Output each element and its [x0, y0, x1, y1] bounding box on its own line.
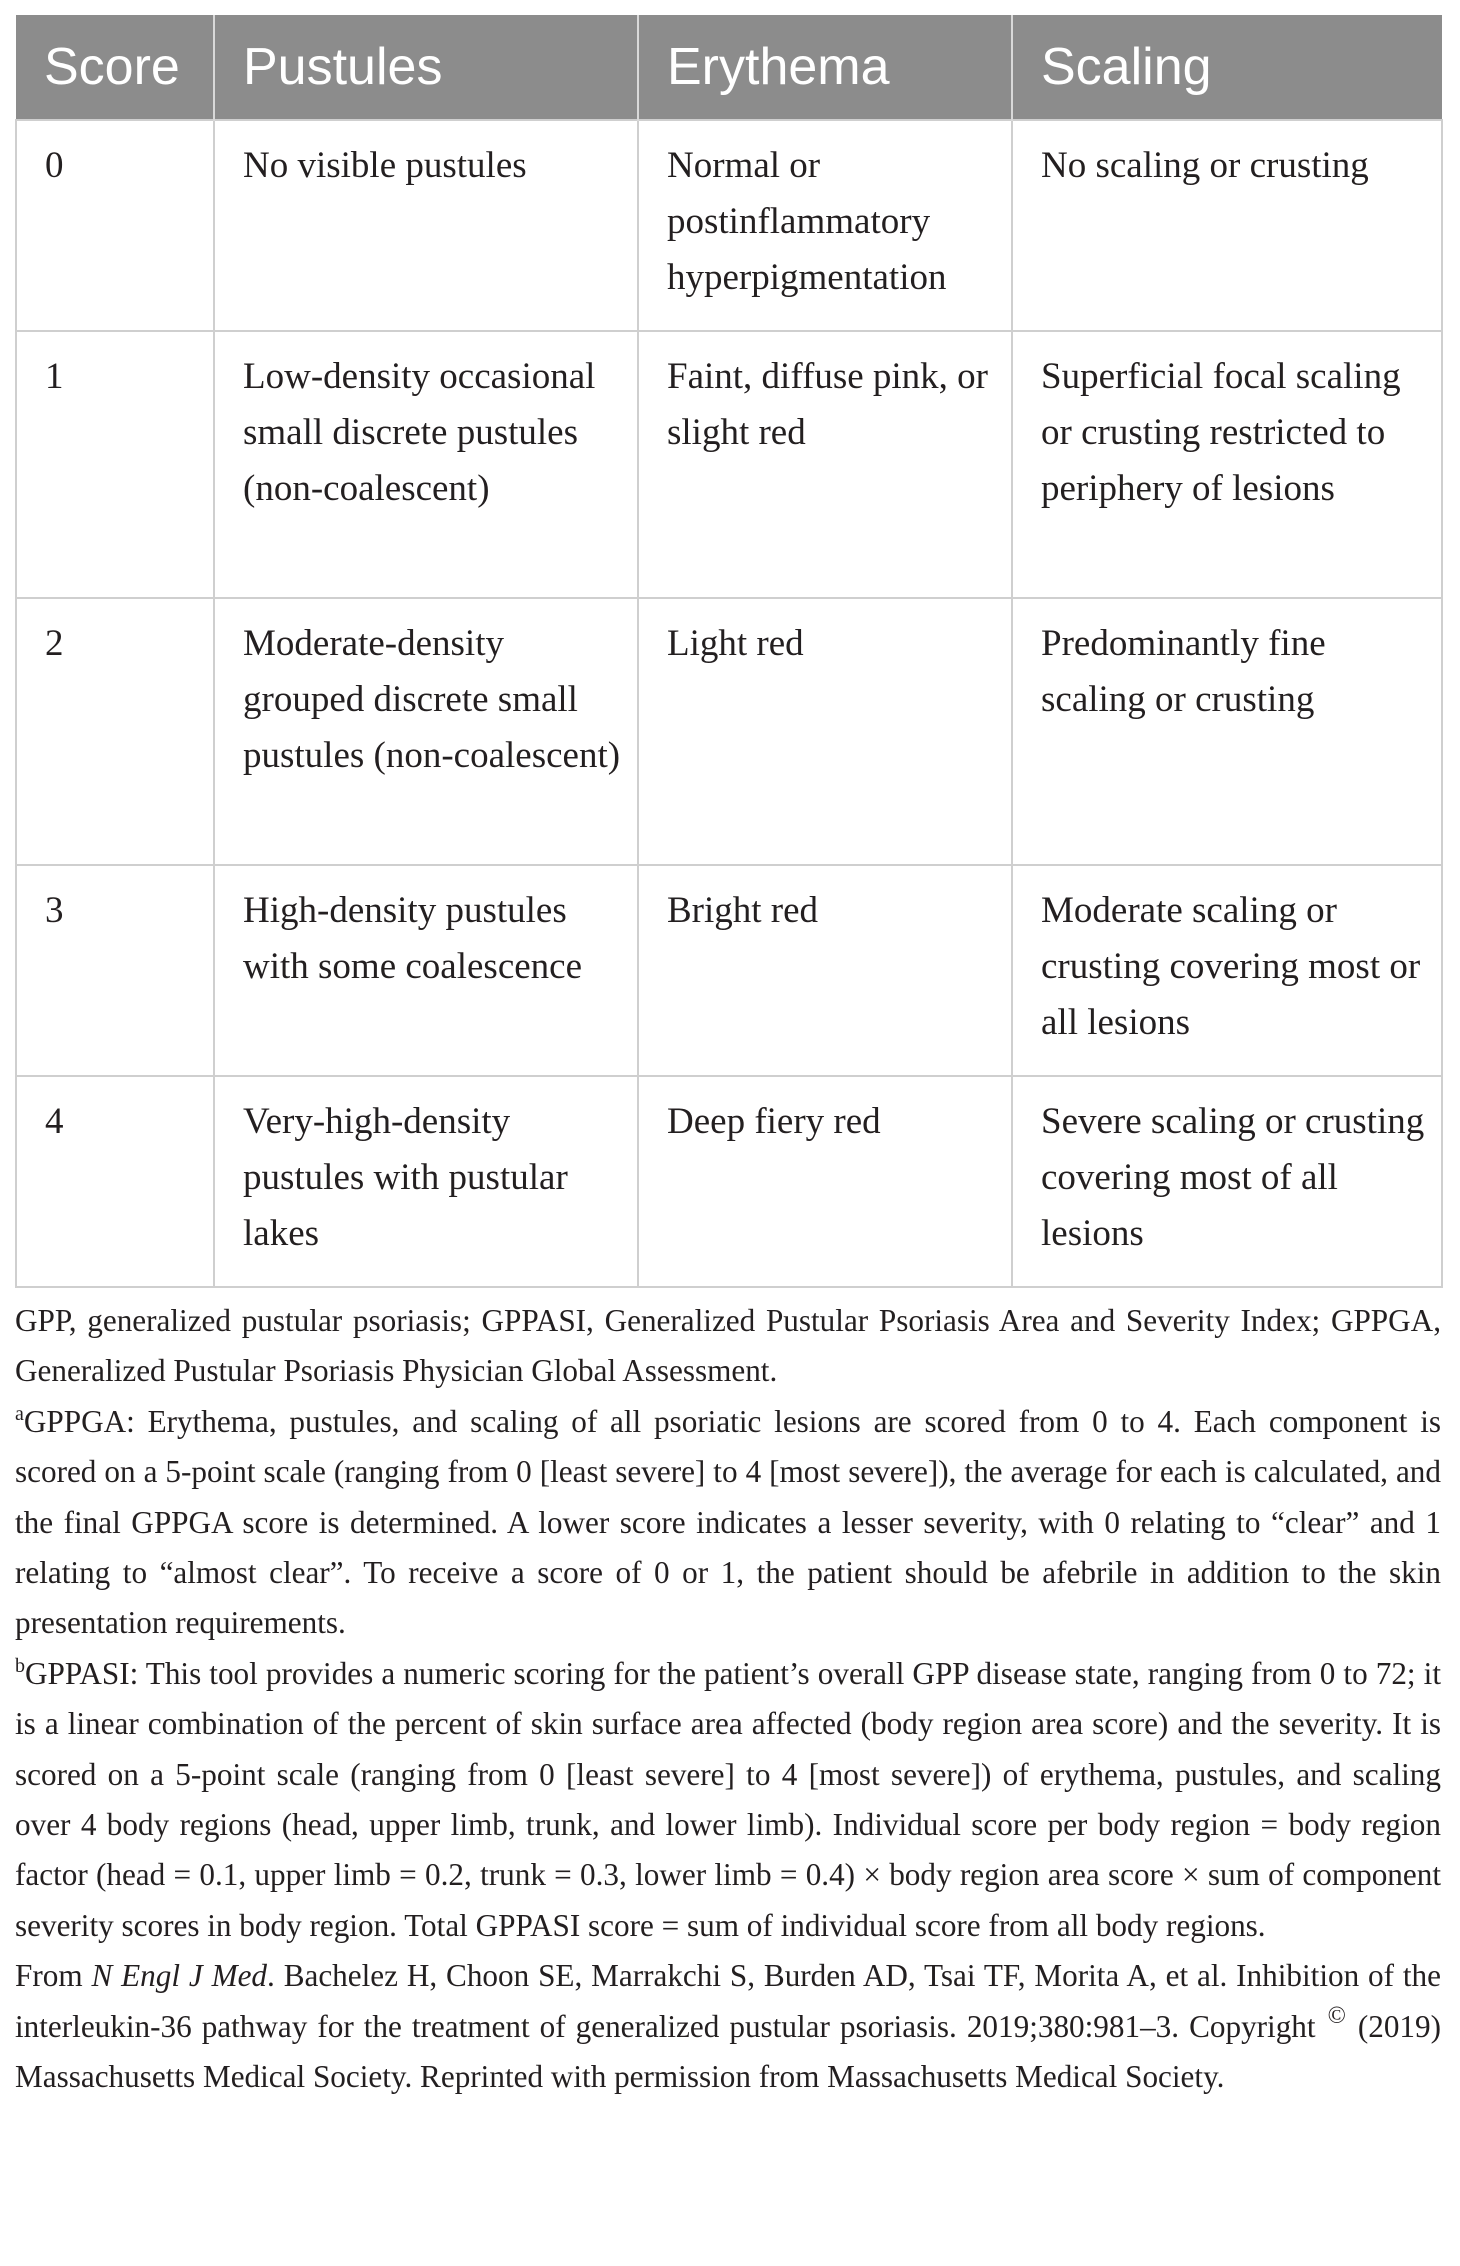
- cell-scaling: No scaling or crusting: [1012, 120, 1442, 331]
- table-row: [16, 598, 1442, 865]
- source-text: . Bachelez H, Choon SE, Marrakchi S, Burden AD, Tsai TF, Morita A, et al. Inhibition of the interleukin-36 pathway for the treatment of generalized pustular psoriasis. 2019;380:981–3. Copyright: [15, 1958, 1441, 2044]
- source-prefix: From: [15, 1958, 92, 1994]
- cell-erythema: Light red: [638, 598, 1012, 865]
- header-score: Score: [16, 15, 214, 120]
- footnote-b-text: GPPASI: This tool provides a numeric scoring for the patient’s overall GPP disease state, ranging from 0 to 72; it is a linear combination of the percent of skin surface area affected (body region area score) and the severity. It is scored on a 5-point scale (ranging from 0 [least severe] to 4 [most severe]) of erythema, pustules, and scaling over 4 body regions (head, upper limb, trunk, and lower limb). Individual score per body region = body region factor (head = 0.1, upper limb = 0.2, trunk = 0.3, lower limb = 0.4) × body region area score × sum of component severity scores in body region. Total GPPASI score = sum of individual score from all body regions.: [15, 1655, 1441, 1943]
- footnote-a-marker: a: [15, 1402, 24, 1425]
- source-suffix: (2019) Massachusetts Medical Society. Reprinted with permission from Massachusetts Medical Society.: [15, 2008, 1441, 2095]
- table-row: [16, 1076, 1442, 1287]
- header-pustules: Pustules: [214, 15, 638, 120]
- cell-score: 0: [16, 120, 214, 331]
- cell-score: 2: [16, 598, 214, 865]
- header-scaling: Scaling: [1012, 15, 1442, 120]
- cell-erythema: Faint, diffuse pink, or slight red: [638, 331, 1012, 598]
- cell-score: 4: [16, 1076, 214, 1287]
- table-footnotes: [15, 1296, 1441, 2103]
- cell-pustules: Low-density occasional small discrete pustules (non-coalescent): [214, 331, 638, 598]
- abbreviations-note: [15, 1296, 1441, 1397]
- source-journal: N Engl J Med: [91, 1958, 268, 1994]
- footnote-a-text: GPPGA: Erythema, pustules, and scaling of all psoriatic lesions are scored from 0 to 4. Each component is scored on a 5-point scale (ranging from 0 [least severe] to 4 [most severe]), the average for each is calculated, and the final GPPGA score is determined. A lower score indicates a lesser severity, with 0 relating to “clear” and 1 relating to “almost clear”. To receive a score of 0 or 1, the patient should be afebrile in addition to the skin presentation requirements.: [15, 1403, 1441, 1641]
- cell-pustules: Moderate-density grouped discrete small pustules (non-coalescent): [214, 598, 638, 865]
- table-row: [16, 865, 1442, 1076]
- cell-scaling: Moderate scaling or crusting covering most or all lesions: [1012, 865, 1442, 1076]
- abbreviations-text: GPP, generalized pustular psoriasis; GPPASI, Generalized Pustular Psoriasis Area and Severity Index; GPPGA, Generalized Pustular Psoriasis Physician Global Assessment.: [15, 1303, 1441, 1389]
- footnote-b: [15, 1649, 1441, 1951]
- cell-scaling: Superficial focal scaling or crusting restricted to periphery of lesions: [1012, 331, 1442, 598]
- cell-pustules: High-density pustules with some coalescence: [214, 865, 638, 1076]
- source-citation: [15, 1951, 1441, 2102]
- table-header-row: [16, 15, 1442, 120]
- cell-pustules: Very-high-density pustules with pustular lakes: [214, 1076, 638, 1287]
- cell-erythema: Bright red: [638, 865, 1012, 1076]
- copyright-symbol: ©: [1327, 2002, 1346, 2029]
- footnote-a: [15, 1397, 1441, 1649]
- cell-erythema: Deep fiery red: [638, 1076, 1012, 1287]
- cell-scaling: Predominantly fine scaling or crusting: [1012, 598, 1442, 865]
- cell-scaling: Severe scaling or crusting covering most of all lesions: [1012, 1076, 1442, 1287]
- gppga-scoring-table: [15, 15, 1443, 1288]
- cell-pustules: No visible pustules: [214, 120, 638, 331]
- cell-erythema: Normal or postinflammatory hyperpigmentation: [638, 120, 1012, 331]
- footnote-b-marker: b: [15, 1654, 25, 1677]
- cell-score: 3: [16, 865, 214, 1076]
- header-erythema: Erythema: [638, 15, 1012, 120]
- table-row: [16, 331, 1442, 598]
- cell-score: 1: [16, 331, 214, 598]
- table-row: [16, 120, 1442, 331]
